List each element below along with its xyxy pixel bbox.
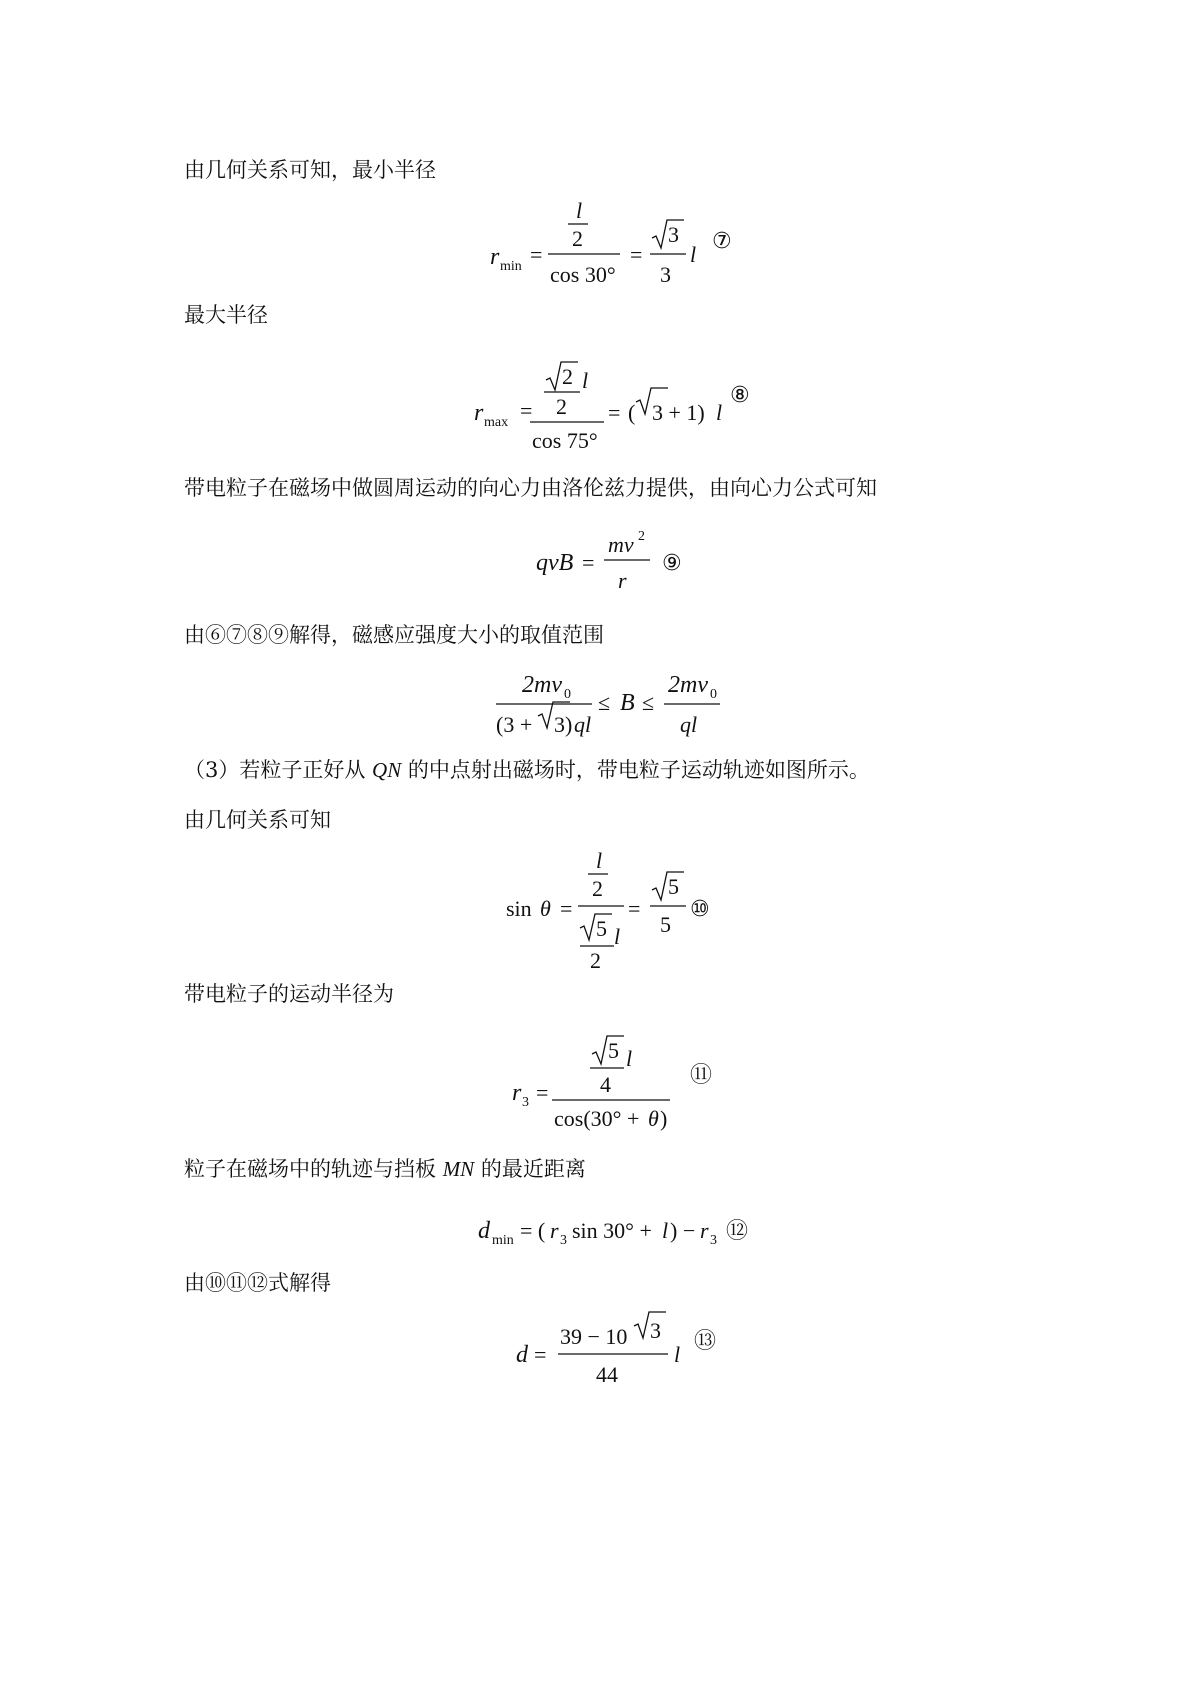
svg-text:B: B [620, 690, 635, 716]
text-part3-c: 的中点射出磁场时，带电粒子运动轨迹如图所示。 [401, 758, 870, 782]
text-line-centripetal: 带电粒子在磁场中做圆周运动的向心力由洛伦兹力提供，由向心力公式可知 [184, 476, 877, 500]
text-part3-qn: QN [372, 758, 402, 782]
svg-text:2: 2 [572, 226, 583, 251]
svg-text:=: = [534, 1342, 547, 1367]
svg-text:l: l [576, 198, 583, 223]
svg-text:2: 2 [592, 876, 603, 901]
text-line-solve: 由⑩⑪⑫式解得 [184, 1271, 331, 1295]
svg-text:sin 30° +: sin 30° + [572, 1218, 652, 1243]
text-line-min-radius: 由几何关系可知，最小半径 [184, 158, 436, 182]
svg-text:r: r [490, 244, 500, 270]
text-part3-a: （3）若粒子正好从 [184, 758, 373, 782]
svg-text:l: l [674, 1342, 681, 1367]
svg-text:l: l [614, 924, 621, 949]
svg-text:0: 0 [564, 687, 571, 702]
svg-text:2: 2 [638, 529, 645, 544]
svg-text:ql: ql [680, 712, 698, 737]
svg-text:cos 30°: cos 30° [550, 262, 616, 287]
svg-text:r: r [512, 1080, 522, 1106]
svg-text:) −: ) − [670, 1218, 696, 1243]
svg-text:min: min [500, 259, 522, 274]
text-distance-a: 粒子在磁场中的轨迹与挡板 [184, 1157, 443, 1181]
svg-text:2mv: 2mv [668, 672, 708, 698]
svg-text:=: = [582, 550, 595, 575]
svg-text:≤: ≤ [598, 690, 611, 715]
text-line-max-radius: 最大半径 [184, 303, 268, 327]
svg-text:2mv: 2mv [522, 672, 562, 698]
text-line-radius: 带电粒子的运动半径为 [184, 982, 394, 1006]
svg-text:3): 3) [554, 712, 573, 737]
svg-text:3: 3 [668, 222, 679, 247]
text-line-range: 由⑥⑦⑧⑨解得，磁感应强度大小的取值范围 [184, 623, 604, 647]
svg-text:3 + 1): 3 + 1) [652, 400, 705, 425]
equation-number-8: ⑧ [730, 383, 750, 408]
svg-text:r: r [700, 1218, 709, 1243]
svg-text:r: r [474, 400, 484, 426]
svg-text:l: l [716, 400, 723, 425]
svg-text:(: ( [628, 400, 636, 425]
svg-text:): ) [660, 1106, 668, 1131]
text-line-part3 [184, 756, 870, 784]
svg-text:min: min [492, 1233, 514, 1248]
svg-text:3: 3 [522, 1095, 529, 1110]
svg-text:5: 5 [668, 874, 679, 899]
svg-text:5: 5 [608, 1038, 619, 1063]
equation-number-10: ⑩ [690, 897, 710, 922]
text-line-geometry: 由几何关系可知 [184, 808, 331, 832]
svg-text:2: 2 [562, 364, 573, 389]
svg-text:=: = [630, 242, 643, 267]
svg-text:3: 3 [710, 1233, 717, 1248]
svg-text:mv: mv [608, 532, 634, 557]
svg-text:max: max [484, 415, 509, 430]
svg-text:cos(30° +: cos(30° + [554, 1106, 640, 1131]
equation-number-11: ⑪ [690, 1063, 713, 1088]
svg-text:= (: = ( [520, 1218, 546, 1243]
svg-text:=: = [536, 1080, 549, 1105]
equation-number-12: ⑫ [726, 1219, 749, 1244]
svg-text:2: 2 [556, 394, 567, 419]
svg-text:=: = [530, 242, 543, 267]
svg-text:l: l [626, 1046, 633, 1071]
svg-text:≤: ≤ [642, 690, 655, 715]
svg-text:=: = [608, 400, 621, 425]
svg-text:l: l [596, 848, 603, 873]
svg-text:l: l [662, 1218, 669, 1243]
svg-text:cos 75°: cos 75° [532, 428, 598, 453]
svg-text:4: 4 [600, 1072, 611, 1097]
svg-text:0: 0 [710, 687, 717, 702]
svg-text:sin: sin [506, 896, 532, 921]
svg-text:39 − 10: 39 − 10 [560, 1324, 628, 1349]
svg-text:2: 2 [590, 948, 601, 973]
svg-text:44: 44 [596, 1362, 618, 1387]
svg-text:d: d [516, 1342, 528, 1368]
text-line-distance [184, 1155, 586, 1183]
equation-number-9: ⑨ [662, 551, 682, 576]
svg-text:θ: θ [540, 896, 551, 921]
svg-text:ql: ql [574, 712, 592, 737]
svg-text:l: l [690, 242, 697, 267]
svg-text:5: 5 [660, 912, 671, 937]
svg-text:r: r [618, 568, 627, 593]
text-distance-c: 的最近距离 [474, 1157, 586, 1181]
svg-text:5: 5 [596, 916, 607, 941]
equation-number-7: ⑦ [712, 229, 732, 254]
text-distance-mn: MN [442, 1157, 475, 1181]
svg-text:3: 3 [560, 1233, 567, 1248]
svg-text:3: 3 [660, 262, 671, 287]
svg-text:(3 +: (3 + [496, 712, 533, 737]
svg-text:d: d [478, 1218, 490, 1244]
svg-text:l: l [582, 368, 589, 393]
svg-text:=: = [520, 398, 533, 423]
equation-number-13: ⑬ [694, 1329, 717, 1354]
svg-text:θ: θ [648, 1106, 659, 1131]
svg-text:=: = [560, 896, 573, 921]
svg-text:r: r [550, 1218, 559, 1243]
svg-text:3: 3 [650, 1318, 661, 1343]
svg-text:qvB: qvB [536, 550, 574, 576]
svg-text:=: = [628, 896, 641, 921]
